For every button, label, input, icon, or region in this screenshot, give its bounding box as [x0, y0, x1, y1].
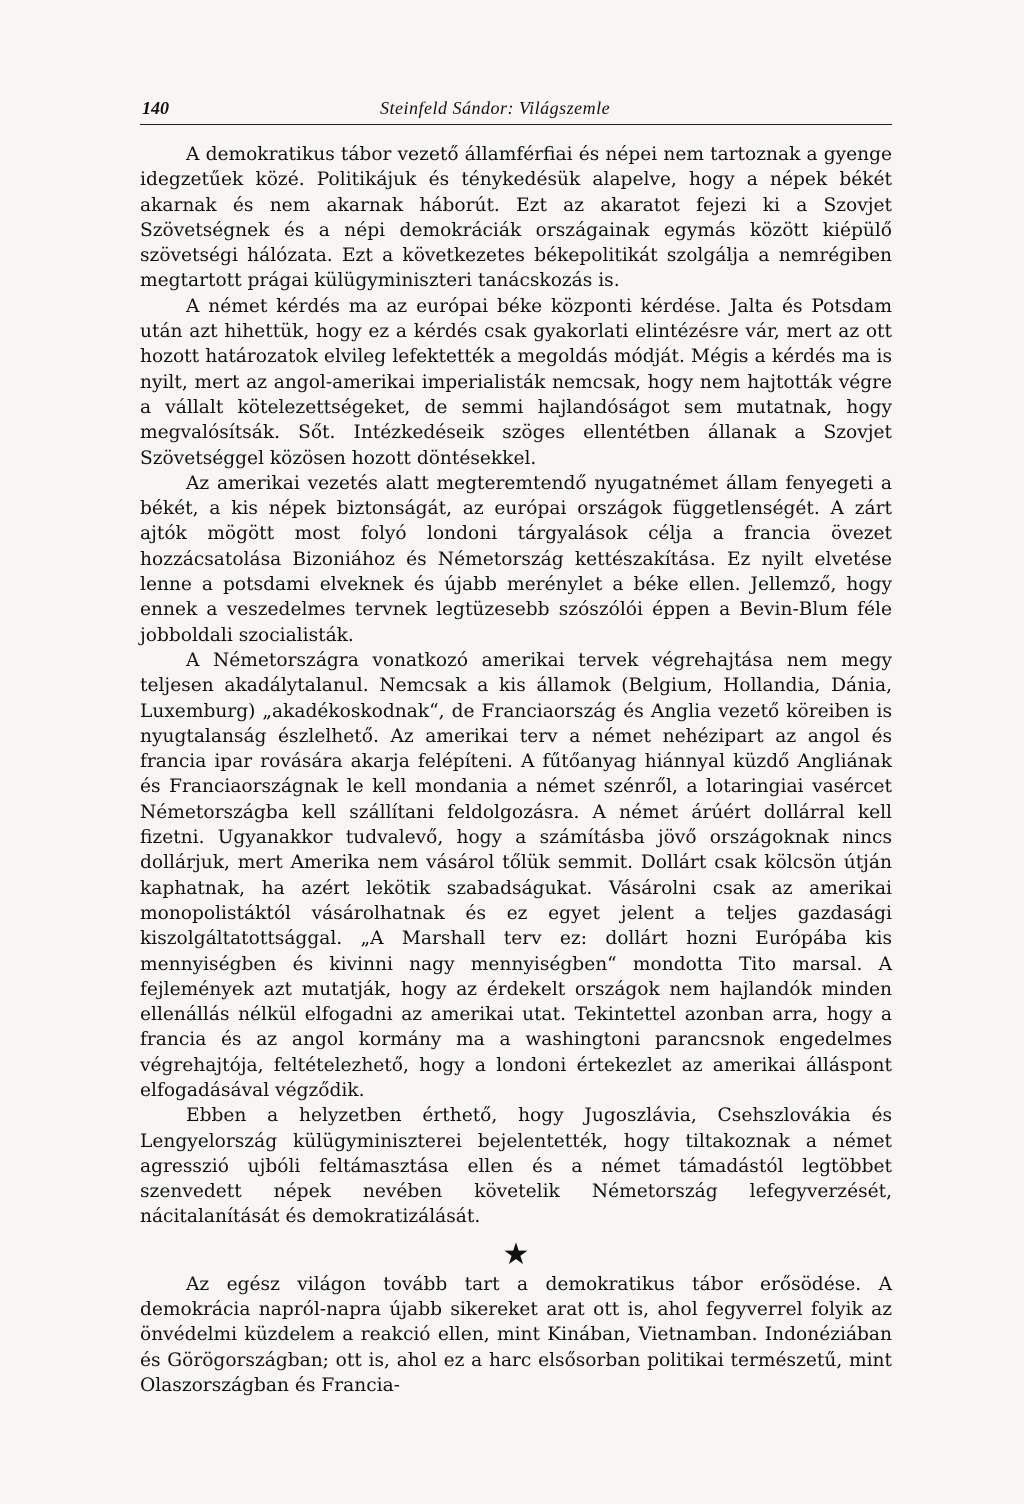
page-number: 140: [142, 98, 169, 118]
paragraph: A német kérdés ma az európai béke központi kérdése. Jalta és Potsdam után azt hihettük, hogy ez a kérdés csak gyakorlati elintézésre vár, mert az ott hozott határozatok elvileg lefektették a megoldás módját. Mégis a kérdés ma is nyilt, mert az angol-amerikai imperialisták nemcsak, hogy nem hajtották végre a vállalt kötelezettségeket, de semmi hajlandóságot sem mutatnak, hogy megvalósítsák. Sőt. Intézkedéseik szöges ellentétben állanak a Szovjet Szövetséggel közösen hozott döntésekkel.: [140, 295, 892, 469]
running-title: Steinfeld Sándor: Világszemle: [380, 98, 611, 118]
paragraph: Az amerikai vezetés alatt megteremtendő nyugatnémet állam fenyegeti a békét, a kis népek biztonságát, az európai országok függetlenségét. A zárt ajtók mögött most folyó londoni tárgyalások célja a francia övezet hozzácsatolása Bizoniához és Németország kettészakítása. Ez nyilt elvetése lenne a potsdami elveknek és újabb merénylet a béke ellen. Jellemző, hogy ennek a veszedelmes tervnek legtüzesebb szószólói éppen a Bevin-Blum féle jobboldali szocialisták.: [140, 472, 892, 646]
article-body: [140, 142, 892, 1398]
paragraph: Ebben a helyzetben érthető, hogy Jugoszlávia, Csehszlovákia és Lengyelország külügyminiszterei bejelentették, hogy tiltakoznak a német agresszió ujbóli feltámasztása ellen és a német támadástól legtöbbet szenvedett népek nevében követelik Németország lefegyverzését, nácitalanítását és demokratizálását.: [140, 1105, 892, 1228]
running-header: [140, 92, 892, 125]
section-separator-star: ★: [502, 1236, 530, 1272]
paragraph: A Németországra vonatkozó amerikai tervek végrehajtása nem megy teljesen akadálytalanul. Nemcsak a kis államok (Belgium, Hollandia, Dánia, Luxemburg) „akadékoskodnak“, de Franciaország és Anglia vezető köreiben is nyugtalanság észlelhető. Az amerikai terv a német nehézipart az angol és francia ipar rovására akarja felépíteni. A fűtőanyag hiánnyal küzdő Angliának és Franciaországnak le kell mondania a német szénről, a lotaringiai vasércet Németországba kell szállítani feldolgozásra. A német árúért dollárral kell fizetni. Ugyanakkor tudvalevő, hogy a számításba jövő országoknak nincs dollárjuk, mert Amerika nem vásárol tőlük semmit. Dollárt csak kölcsön útján kaphatnak, ha azért lekötik szabadságukat. Vásárolni csak az amerikai monopolistáktól vásárolhatnak és ez egyet jelent a teljes gazdasági kiszolgáltatottsággal. „A Marshall terv ez: dollárt hozni Európába kis mennyiségben és kivinni nagy mennyiségben“ mondotta Tito marsal. A fejlemények azt mutatják, hogy az érdekelt országok nem hajlandók minden ellenállás nélkül elfogadni az amerikai utat. Tekintettel azonban arra, hogy a francia és az angol kormány ma a washingtoni parancsnok engedelmes végrehajtója, feltételezhető, hogy a londoni értekezlet az amerikai álláspont elfogadásával végződik.: [140, 649, 892, 1101]
paragraph: A demokratikus tábor vezető államférfiai és népei nem tartoznak a gyenge idegzetűek közé. Politikájuk és ténykedésük alapelve, hogy a népek békét akarnak és nem akarnak háborút. Ezt az akaratot fejezi ki a Szovjet Szövetségnek és a népi demokráciák országainak egymás között kiépülő szövetségi hálózata. Ezt a következetes békepolitikát szolgálja a nemrégiben megtartott prágai külügyminiszteri tanácskozás is.: [140, 144, 892, 292]
paragraph: Az egész világon tovább tart a demokratikus tábor erősödése. A demokrácia napról-napra újabb sikereket arat ott is, ahol fegyverrel folyik az önvédelmi küzdelem a reakció ellen, mint Kinában, Vietnamban. Indonéziában és Görögországban; ott is, ahol ez a harc elsősorban politikai természetű, mint Olaszországban és Francia-: [140, 1273, 892, 1396]
